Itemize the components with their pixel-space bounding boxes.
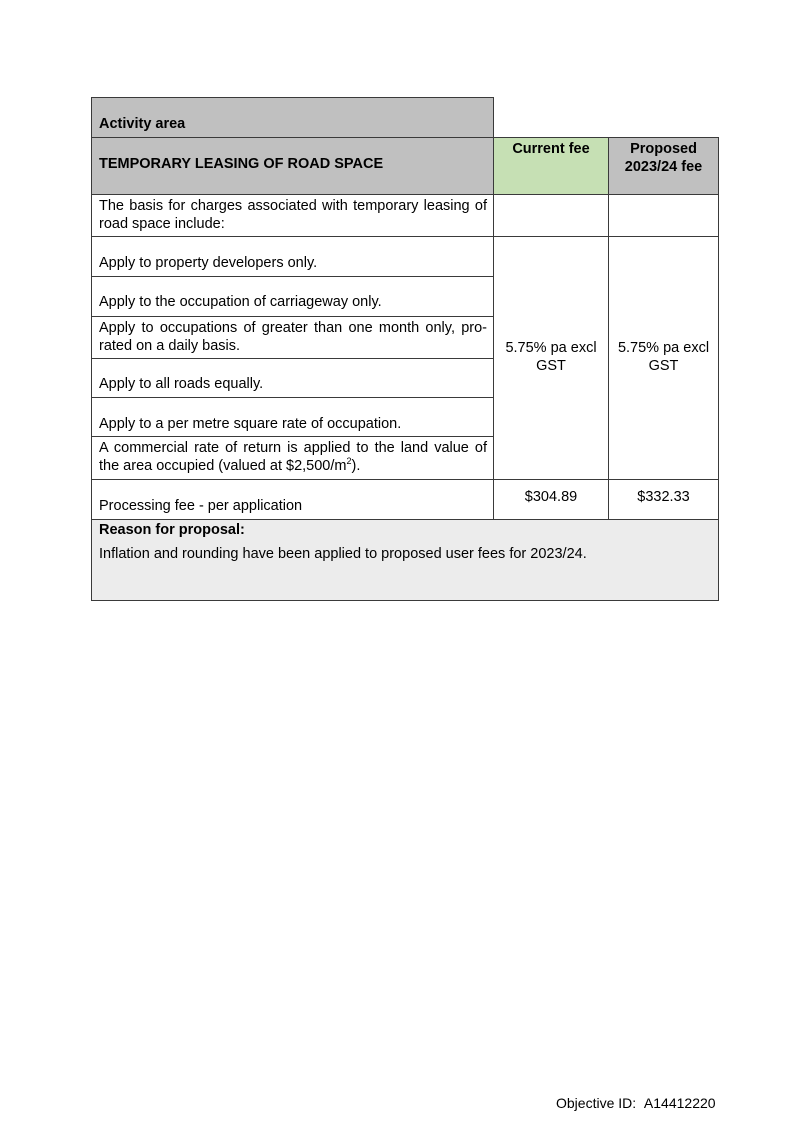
objective-id-label: Objective ID: (556, 1095, 637, 1111)
condition-row-1 (91, 236, 494, 277)
reason-title: Reason for proposal: (99, 522, 245, 538)
condition-text-4: Apply to all roads equally. (99, 376, 264, 392)
rate-current-cell (493, 236, 609, 480)
condition-row-4 (91, 358, 494, 398)
commercial-sup: 2 (346, 456, 352, 467)
rate-proposed-line2: GST (648, 358, 679, 374)
basis-cell (91, 194, 494, 237)
current-fee-header-label: Current fee (512, 141, 590, 157)
section-title: TEMPORARY LEASING OF ROAD SPACE (99, 156, 384, 172)
commercial-text-main: A commercial rate of return is applied to the land value of the area occupied (valued at $2,500/m (99, 440, 487, 474)
activity-area-cell (91, 97, 494, 138)
processing-fee-label: Processing fee - per application (99, 498, 303, 514)
rate-proposed-line1: 5.75% pa excl (617, 340, 710, 356)
reason-cell (91, 519, 719, 601)
proposed-fee-header-line1: Proposed (630, 141, 697, 157)
reason-text: Inflation and rounding have been applied to proposed user fees for 2023/24. (99, 546, 587, 562)
processing-fee-current-value: $304.89 (524, 489, 578, 505)
commercial-text (99, 439, 487, 475)
basis-proposed-empty (608, 194, 719, 237)
condition-row-2 (91, 276, 494, 317)
rate-proposed-cell (608, 236, 719, 480)
rate-current-line2: GST (536, 358, 566, 374)
condition-text-2: Apply to the occupation of carriageway only. (99, 294, 382, 310)
processing-fee-proposed (608, 479, 719, 520)
processing-fee-proposed-value: $332.33 (637, 489, 690, 505)
commercial-row (91, 436, 494, 480)
proposed-fee-header (608, 137, 719, 195)
objective-id-value: A14412220 (643, 1095, 716, 1111)
condition-row-3 (91, 316, 494, 359)
condition-row-5 (91, 397, 494, 437)
condition-text-1: Apply to property developers only. (99, 255, 318, 271)
proposed-fee-header-line2: 2023/24 fee (624, 159, 703, 175)
condition-text-5: Apply to a per metre square rate of occupation. (99, 416, 402, 432)
section-title-cell (91, 137, 494, 195)
commercial-text-end: ). (351, 458, 361, 474)
basis-text: The basis for charges associated with temporary leasing of road space include: (99, 198, 487, 232)
processing-fee-row (91, 479, 494, 520)
current-fee-header (493, 137, 609, 195)
processing-fee-current (493, 479, 609, 520)
objective-id-footer (556, 1095, 716, 1111)
basis-current-empty (493, 194, 609, 237)
rate-current-line1: 5.75% pa excl (505, 340, 597, 356)
condition-text-3: Apply to occupations of greater than one month only, pro-rated on a daily basis. (99, 320, 487, 354)
activity-area-label: Activity area (99, 116, 186, 132)
